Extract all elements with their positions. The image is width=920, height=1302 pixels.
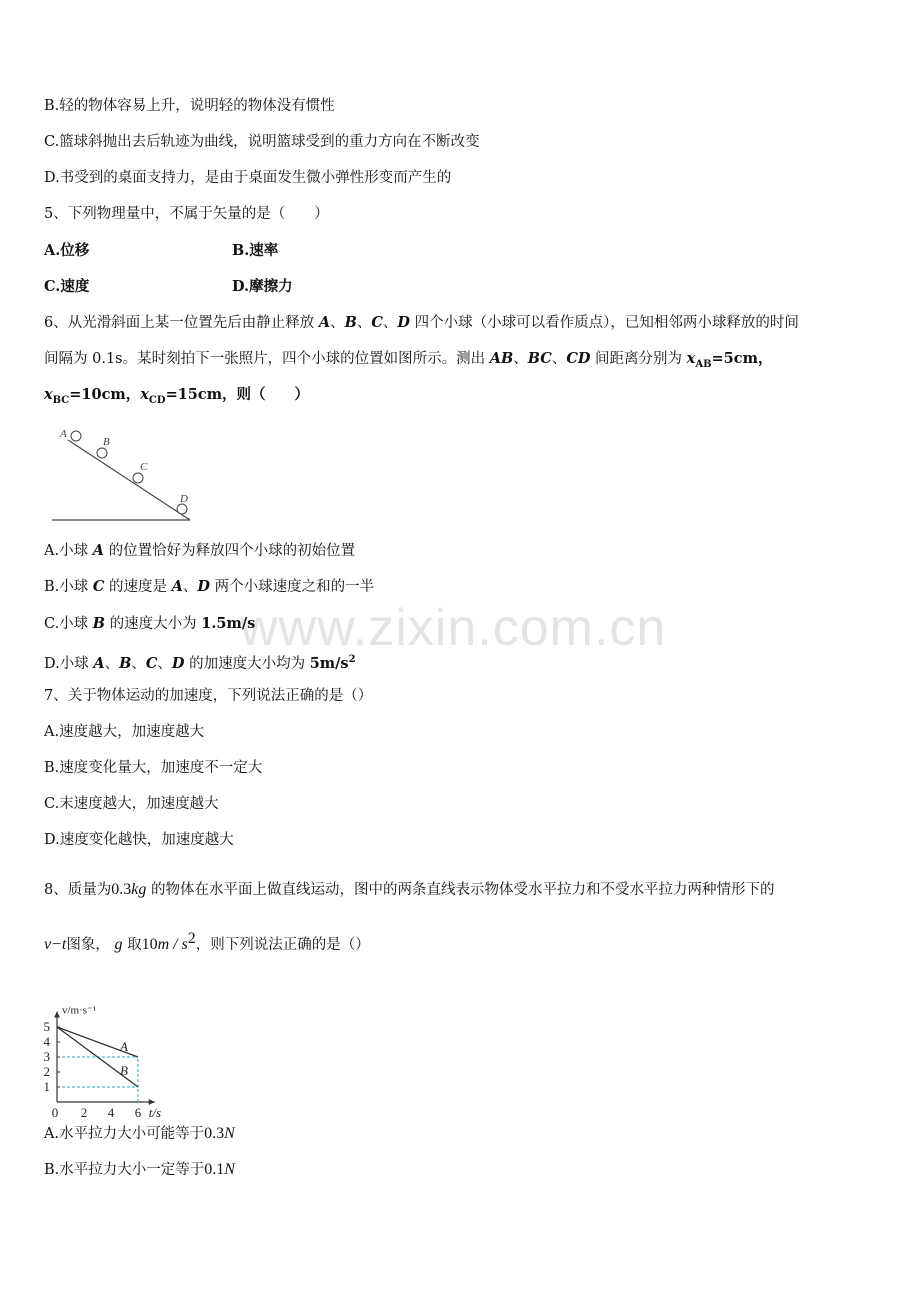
x-tick-label: 0 <box>51 1105 59 1120</box>
series-label-b: B <box>120 1063 128 1078</box>
q8-option-b: B.水平拉力大小一定等于0.1N <box>44 1161 235 1178</box>
y-tick-label: 3 <box>43 1049 50 1064</box>
y-axis-label: v/m·s⁻¹ <box>62 1004 97 1017</box>
q8-stem-line2: v−t图象， g 取$10m / s^2$，则下列说法正确的是（） <box>44 930 370 953</box>
q6-stem-line2: 间隔为 0.1s。某时刻拍下一张照片，四个小球的位置如图所示。测出 AB、BC、CD 间距离分别为 $x_{AB}=5cm$， <box>44 350 773 370</box>
q6-option-a: A.小球 A 的位置恰好为释放四个小球的初始位置 <box>44 542 356 559</box>
x-tick-label: 4 <box>107 1105 115 1120</box>
q6-option-c: C.小球 B 的速度大小为 1.5m/s <box>44 615 256 632</box>
series-label-a: A <box>120 1039 128 1054</box>
ball-d <box>177 504 187 514</box>
q6-option-d: D.小球 A、B、C、D 的加速度大小均为 $5m/s^2$ <box>44 654 356 672</box>
q8-option-a: A.水平拉力大小可能等于0.3N <box>44 1125 235 1142</box>
incline-line <box>68 440 190 520</box>
incline-figure <box>40 420 200 528</box>
q7-option-c: C.末速度越大，加速度越大 <box>44 796 219 812</box>
ball-c <box>133 473 143 483</box>
x-tick-label: 2 <box>80 1105 88 1120</box>
q5-option-a: A.位移 <box>44 242 90 259</box>
q5-stem: 5、下列物理量中，不属于矢量的是（ ） <box>44 206 329 222</box>
y-tick-label: 4 <box>43 1034 50 1049</box>
q6-option-b: B.小球 C 的速度是 A、D 两个小球速度之和的一半 <box>44 578 375 595</box>
y-tick-label: 1 <box>43 1079 50 1094</box>
x-tick-label: 6 <box>134 1105 142 1120</box>
label-a: A <box>60 428 67 440</box>
watermark: www.zixin.com.cn <box>240 599 667 657</box>
q6-stem-line3: $x_{BC}=10cm$，$x_{CD}=15cm$，则（ ） <box>44 386 310 406</box>
ball-b <box>97 448 107 458</box>
q6-stem-line1: 6、从光滑斜面上某一位置先后由静止释放 A、B、C、D 四个小球（小球可以看作质点），已知相邻两小球释放的时间 <box>44 314 799 331</box>
q5-option-b: B.速率 <box>232 242 279 259</box>
q4-option-b: B.轻的物体容易上升，说明轻的物体没有惯性 <box>44 98 335 114</box>
q7-option-b: B.速度变化量大，加速度不一定大 <box>44 760 263 776</box>
label-c: C <box>140 461 148 473</box>
y-tick-label: 5 <box>43 1019 50 1034</box>
y-tick-label: 2 <box>43 1064 50 1079</box>
ball-a <box>71 431 81 441</box>
label-b: B <box>103 436 110 448</box>
q7-option-a: A.速度越大，加速度越大 <box>44 724 205 740</box>
q4-option-c: C.篮球斜抛出去后轨迹为曲线，说明篮球受到的重力方向在不断改变 <box>44 134 480 150</box>
y-axis-arrow <box>54 1012 60 1018</box>
q8-stem-line1: 8、质量为0.3kg 的物体在水平面上做直线运动，图中的两条直线表示物体受水平拉力和不受水平拉力两种情形下的 <box>44 881 775 898</box>
q5-option-c: C.速度 <box>44 278 90 295</box>
label-d: D <box>180 493 188 505</box>
vt-chart <box>36 972 196 1122</box>
q5-option-d: D.摩擦力 <box>232 278 293 295</box>
q7-option-d: D.速度变化越快，加速度越大 <box>44 832 234 848</box>
q7-stem: 7、关于物体运动的加速度，下列说法正确的是（） <box>44 688 373 704</box>
q4-option-d: D.书受到的桌面支持力，是由于桌面发生微小弹性形变而产生的 <box>44 170 452 186</box>
x-axis-label: t/s <box>148 1105 162 1120</box>
